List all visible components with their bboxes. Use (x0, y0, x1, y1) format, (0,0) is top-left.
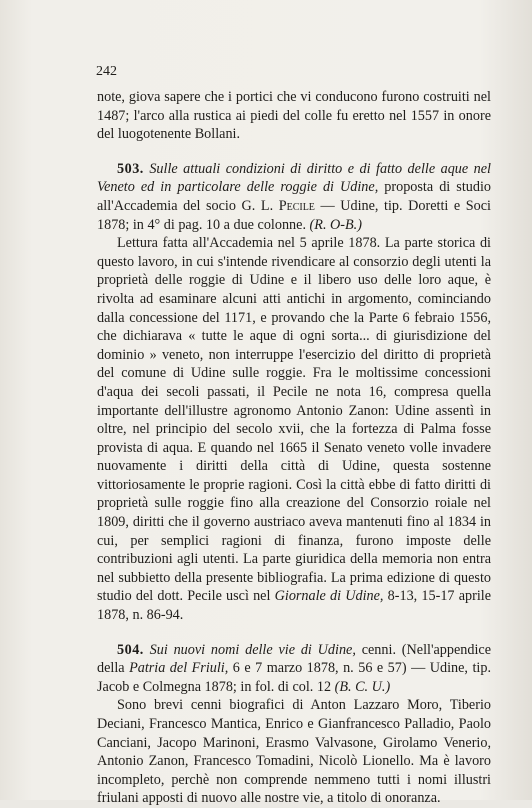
entry-title: Sulle attuali condizioni di diritto e di fatto delle aque nel Veneto ed in particolare delle roggie di Udine, (97, 160, 491, 196)
entry-504-body: Sono brevi cenni biografici di Anton Lazzaro Moro, Tiberio Deciani, Francesco Mantica, Enrico e Gianfrancesco Palladio, Paolo Canciani, Jacopo Marinoni, Erasmo Valvasone, Girolamo Venerio, Antonio Zanon, Francesco Tomadini, Nicolò Lionello. Ma è lavoro incompleto, perchè non comprende nemmeno tutti i nomi illustri friulani apposti di nuovo alle nostre vie, a titolo di onoranza. (97, 697, 491, 807)
entry-title: Sui nuovi nomi delle vie di Udine, (149, 641, 356, 658)
intro-paragraph: note, giova sapere che i portici che vi conducono furono costruiti nel 1487; l'arco alla rustica ai piedi del colle fu eretto nel 1557 in onore del luogotenente Bollani. (97, 89, 491, 143)
entry-503-citation (97, 160, 491, 234)
entry-author: Pecile (278, 197, 315, 214)
entry-description: proposta di studio all'Accademia del socio G. L. (97, 179, 491, 214)
page-number: 242 (96, 64, 117, 79)
entry-description-cont: — Udine, tip. Doretti e Soci 1878; in 4° di pag. 10 a due colonne. (97, 197, 492, 233)
entry-description: cenni. (Nell'appendice della (97, 641, 492, 677)
page-text (97, 88, 491, 808)
entry-library-ref: (R. O-B.) (309, 216, 362, 233)
entry-body-journal: Giornale di Udine, (274, 588, 384, 605)
entry-body-end: 8-13, 15-17 aprile 1878, n. 86-94. (97, 588, 491, 624)
entry-504-citation (97, 641, 491, 697)
entry-body-text: Lettura fatta all'Accademia nel 5 aprile 1878. La parte storica di questo lavoro, in cui s'intende rivendicare al consorzio degli utenti la proprietà delle roggie di Udine e il libero uso delle loro aque, è rivolta ad esaminare alcuni atti antichi in argomento, cominciando dalla concessione del 1171, e provando che la Parte 6 febraio 1556, che dichiarava « tutte le aque di ogni sorta... di giurisdizione del dominio » veneto, non interruppe l'esercizio del diritto di proprietà del comune di Udine sulle roggie. Fra le moltissime concessioni d'aqua dei secoli passati, il Pecile ne nota 16, compresa quella importante dell'illustre agronomo Antonio Zanon: Udine assentì in oltre, nel principio del secolo xvii, che la fortezza di Palma fosse provista di aqua. E quando nel 1665 il Senato veneto volle invadere nuovamente i diritti della città di Udine, questa sostenne vittoriosamente le proprie ragioni. Così la città ebbe di fatto diritti di proprietà sulle roggie fino alla creazione del Consorzio roiale nel 1809, diritti che il governo austriaco aveva mantenuti fino al 1834 in cui, per semplici ragioni di finanza, furono imposte delle contribuzioni agli utenti. La parte giuridica della memoria non entra nel subbietto della presente bibliografia. La prima edizione di questo studio del dott. Pecile uscì nel (97, 235, 491, 605)
entry-number: 503. (117, 160, 144, 177)
entry-description-cont: 6 e 7 marzo 1878, n. 56 e 57) — Udine, tip. Jacob e Colmegna 1878; in fol. di col. 12 (97, 660, 491, 695)
entry-503-body (97, 234, 491, 624)
entry-number: 504. (117, 641, 144, 658)
entry-library-ref: (B. C. U.) (334, 678, 391, 695)
entry-journal: Patria del Friuli, (129, 660, 229, 677)
